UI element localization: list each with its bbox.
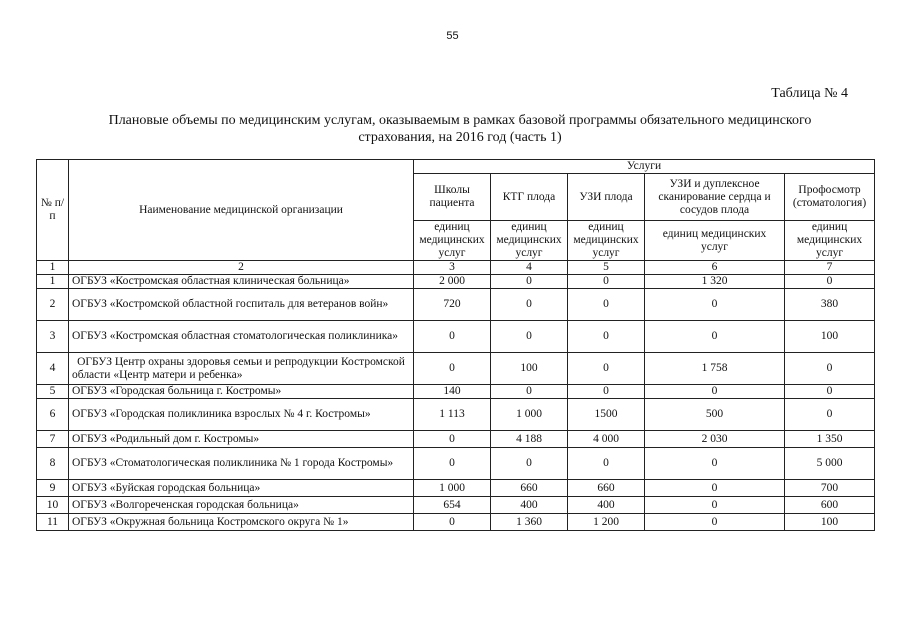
cell-value: 100: [491, 353, 568, 385]
organization-name: ОГБУЗ «Волгореченская городская больница»: [69, 497, 414, 514]
checkup-name: Профосмотр: [798, 184, 861, 196]
cell-value: 0: [491, 321, 568, 353]
cell-value: 720: [414, 289, 491, 321]
row-number: 4: [37, 353, 69, 385]
row-number: 11: [37, 514, 69, 531]
table-row: [37, 497, 875, 514]
service-header-school: Школы пациента: [414, 174, 491, 221]
cell-value: 400: [491, 497, 568, 514]
cell-value: 0: [568, 353, 645, 385]
organization-name: ОГБУЗ «Буйская городская больница»: [69, 480, 414, 497]
cell-value: 2 000: [414, 275, 491, 289]
cell-value: 500: [645, 399, 785, 431]
cell-value: 660: [491, 480, 568, 497]
table-label: Таблица № 4: [771, 86, 848, 101]
document-title: [40, 112, 880, 146]
row-number: 10: [37, 497, 69, 514]
cell-value: 0: [491, 289, 568, 321]
table-row: [37, 275, 875, 289]
services-header: Услуги: [414, 160, 875, 174]
cell-value: 100: [785, 514, 875, 531]
cell-value: 0: [568, 385, 645, 399]
cell-value: 4 000: [568, 431, 645, 448]
cell-value: 0: [785, 385, 875, 399]
cell-value: 0: [645, 385, 785, 399]
cell-value: 1 360: [491, 514, 568, 531]
organization-name: ОГБУЗ «Костромской областной госпиталь для ветеранов войн»: [69, 289, 414, 321]
unit-header: единиц медицинских услуг: [568, 221, 645, 261]
service-header-doppler: УЗИ и дуплексное сканирование сердца и сосудов плода: [645, 174, 785, 221]
organization-name: ОГБУЗ «Городская больница г. Костромы»: [69, 385, 414, 399]
cell-value: 0: [568, 289, 645, 321]
column-number: 4: [491, 261, 568, 275]
table-row: [37, 353, 875, 385]
organization-name: ОГБУЗ «Окружная больница Костромского округа № 1»: [69, 514, 414, 531]
cell-value: 0: [414, 353, 491, 385]
column-number: 5: [568, 261, 645, 275]
cell-value: 660: [568, 480, 645, 497]
cell-value: 654: [414, 497, 491, 514]
cell-value: 1 350: [785, 431, 875, 448]
cell-value: 0: [645, 321, 785, 353]
organization-name: ОГБУЗ «Стоматологическая поликлиника № 1 города Костромы»: [69, 448, 414, 480]
checkup-note: (стоматология): [792, 197, 867, 209]
column-number: 7: [785, 261, 875, 275]
organization-name: ОГБУЗ «Городская поликлиника взрослых № 4 г. Костромы»: [69, 399, 414, 431]
table-row: [37, 480, 875, 497]
cell-value: 0: [785, 275, 875, 289]
cell-value: 1500: [568, 399, 645, 431]
col-num-header: № п/п: [37, 160, 69, 261]
column-number: 3: [414, 261, 491, 275]
cell-value: 1 320: [645, 275, 785, 289]
table-row: [37, 431, 875, 448]
row-number: 2: [37, 289, 69, 321]
column-number: 2: [69, 261, 414, 275]
cell-value: 700: [785, 480, 875, 497]
cell-value: 0: [414, 431, 491, 448]
cell-value: 5 000: [785, 448, 875, 480]
service-header-ctg: КТГ плода: [491, 174, 568, 221]
cell-value: 100: [785, 321, 875, 353]
column-number: 6: [645, 261, 785, 275]
column-number: 1: [37, 261, 69, 275]
cell-value: 0: [785, 399, 875, 431]
service-header-checkup: [785, 174, 875, 221]
table-row: [37, 289, 875, 321]
services-volume-table: [36, 159, 875, 531]
table-row: [37, 448, 875, 480]
organization-name: ОГБУЗ «Костромская областная клиническая больница»: [69, 275, 414, 289]
table-row: [37, 321, 875, 353]
cell-value: 1 200: [568, 514, 645, 531]
cell-value: 0: [645, 448, 785, 480]
cell-value: 2 030: [645, 431, 785, 448]
row-number: 6: [37, 399, 69, 431]
cell-value: 0: [785, 353, 875, 385]
cell-value: 0: [491, 448, 568, 480]
unit-header: единиц медицинских услуг: [645, 221, 785, 261]
row-number: 3: [37, 321, 69, 353]
cell-value: 0: [568, 448, 645, 480]
table-row: [37, 399, 875, 431]
cell-value: 0: [414, 321, 491, 353]
cell-value: 1 758: [645, 353, 785, 385]
title-line-1: Плановые объемы по медицинским услугам, оказываемым в рамках базовой программы обязательного медицинского: [108, 113, 812, 128]
table-row: [37, 514, 875, 531]
table-row: [37, 385, 875, 399]
cell-value: 4 188: [491, 431, 568, 448]
cell-value: 0: [645, 514, 785, 531]
row-number: 8: [37, 448, 69, 480]
cell-value: 0: [645, 289, 785, 321]
cell-value: 1 000: [491, 399, 568, 431]
cell-value: 0: [491, 275, 568, 289]
unit-header: единиц медицинских услуг: [414, 221, 491, 261]
organization-name: ОГБУЗ «Костромская областная стоматологическая поликлиника»: [69, 321, 414, 353]
cell-value: 380: [785, 289, 875, 321]
col-name-header: Наименование медицинской организации: [69, 160, 414, 261]
cell-value: 0: [645, 497, 785, 514]
cell-value: 140: [414, 385, 491, 399]
title-line-2: страхования, на 2016 год (часть 1): [358, 130, 562, 145]
cell-value: 0: [414, 448, 491, 480]
cell-value: 400: [568, 497, 645, 514]
organization-name: ОГБУЗ «Родильный дом г. Костромы»: [69, 431, 414, 448]
row-number: 5: [37, 385, 69, 399]
page-number: 55: [446, 30, 459, 42]
organization-name: ОГБУЗ Центр охраны здоровья семьи и репродукции Костромской области «Центр матери и ребенка»: [69, 353, 414, 385]
row-number: 1: [37, 275, 69, 289]
row-number: 7: [37, 431, 69, 448]
service-header-ultrasound: УЗИ плода: [568, 174, 645, 221]
cell-value: 0: [414, 514, 491, 531]
cell-value: 0: [568, 321, 645, 353]
unit-header: единиц медицинских услуг: [785, 221, 875, 261]
row-number: 9: [37, 480, 69, 497]
cell-value: 0: [568, 275, 645, 289]
unit-header: единиц медицинских услуг: [491, 221, 568, 261]
cell-value: 0: [491, 385, 568, 399]
cell-value: 1 113: [414, 399, 491, 431]
cell-value: 600: [785, 497, 875, 514]
cell-value: 0: [645, 480, 785, 497]
cell-value: 1 000: [414, 480, 491, 497]
